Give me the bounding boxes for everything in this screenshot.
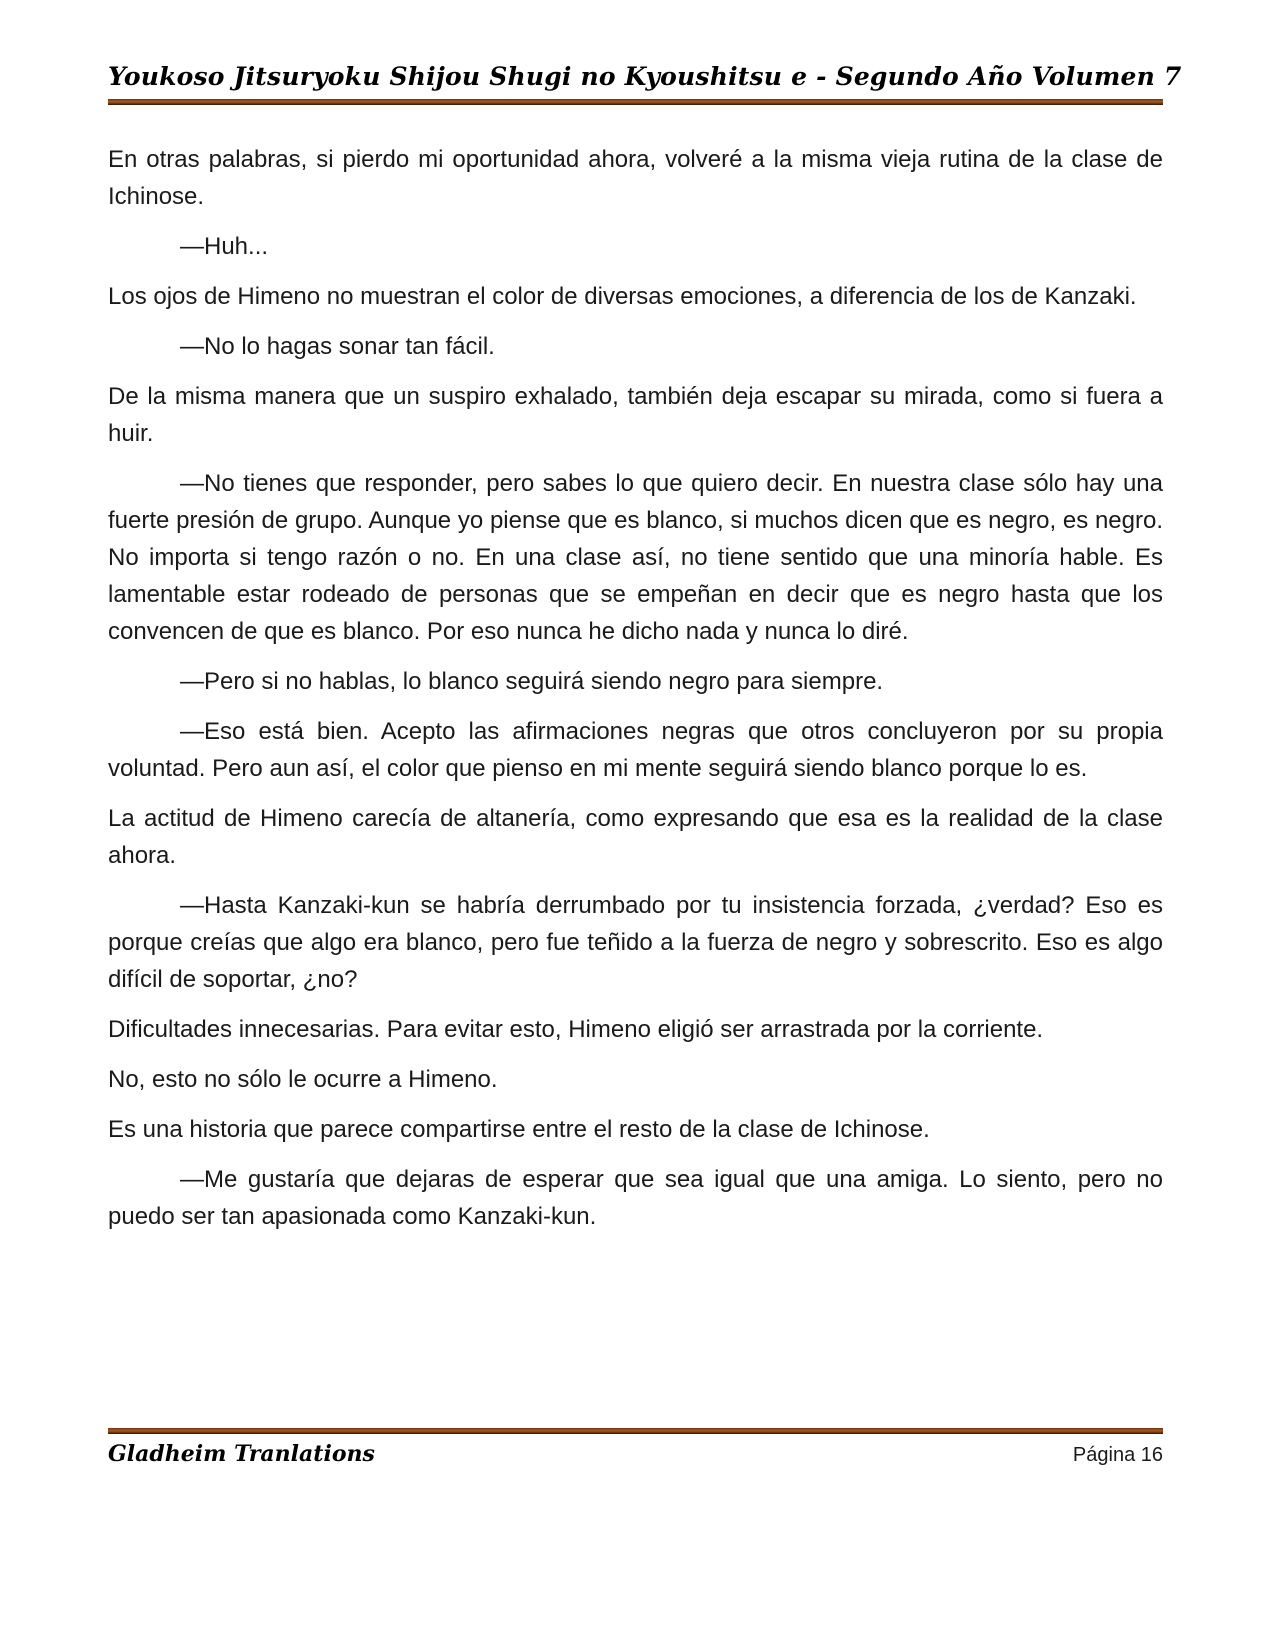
document-footer <box>108 1428 1163 1467</box>
paragraph: Los ojos de Himeno no muestran el color de diversas emociones, a diferencia de los de Kanzaki. <box>108 283 1137 310</box>
document-body <box>108 141 1163 1235</box>
paragraph: Dificultades innecesarias. Para evitar esto, Himeno eligió ser arrastrada por la corriente. <box>108 1016 1044 1043</box>
paragraph: En otras palabras, si pierdo mi oportunidad ahora, volveré a la misma vieja rutina de la clase de Ichinose. <box>108 146 1163 210</box>
paragraph: No, esto no sólo le ocurre a Himeno. <box>108 1066 498 1093</box>
document-header <box>108 62 1182 105</box>
paragraph: —Huh... <box>180 233 269 260</box>
paragraph: —No lo hagas sonar tan fácil. <box>180 333 495 360</box>
paragraph: La actitud de Himeno carecía de altanería, como expresando que esa es la realidad de la clase ahora. <box>108 805 1163 869</box>
footer-page-number: Página 16 <box>1072 1444 1163 1466</box>
paragraph: —Me gustaría que dejaras de esperar que sea igual que una amiga. Lo siento, pero no puedo ser tan apasionada como Kanzaki-kun. <box>108 1166 1163 1230</box>
document-title: Youkoso Jitsuryoku Shijou Shugi no Kyoushitsu e - Segundo Año Volumen 7 <box>108 62 1182 91</box>
paragraph: —Eso está bien. Acepto las afirmaciones negras que otros concluyeron por su propia voluntad. Pero aun así, el color que pienso en mi mente seguirá siendo blanco porque lo es. <box>108 718 1163 782</box>
footer-row <box>108 1441 1163 1467</box>
paragraph: Es una historia que parece compartirse entre el resto de la clase de Ichinose. <box>108 1116 930 1143</box>
header-rule <box>108 99 1163 105</box>
paragraph: —Hasta Kanzaki-kun se habría derrumbado por tu insistencia forzada, ¿verdad? Eso es porque creías que algo era blanco, pero fue teñido a la fuerza de negro y sobrescrito. Eso es algo difícil de soportar, ¿no? <box>108 892 1163 993</box>
paragraph: —Pero si no hablas, lo blanco seguirá siendo negro para siempre. <box>180 668 884 695</box>
paragraph: De la misma manera que un suspiro exhalado, también deja escapar su mirada, como si fuera a huir. <box>108 383 1163 447</box>
paragraph: —No tienes que responder, pero sabes lo que quiero decir. En nuestra clase sólo hay una fuerte presión de grupo. Aunque yo piense que es blanco, si muchos dicen que es negro, es negro. No importa si tengo razón o no. En una clase así, no tiene sentido que una minoría hable. Es lamentable estar rodeado de personas que se empeñan en decir que es negro hasta que los convencen de que es blanco. Por eso nunca he dicho nada y nunca lo diré. <box>108 470 1163 645</box>
footer-rule <box>108 1428 1163 1434</box>
footer-brand: Gladheim Tranlations <box>108 1441 375 1467</box>
